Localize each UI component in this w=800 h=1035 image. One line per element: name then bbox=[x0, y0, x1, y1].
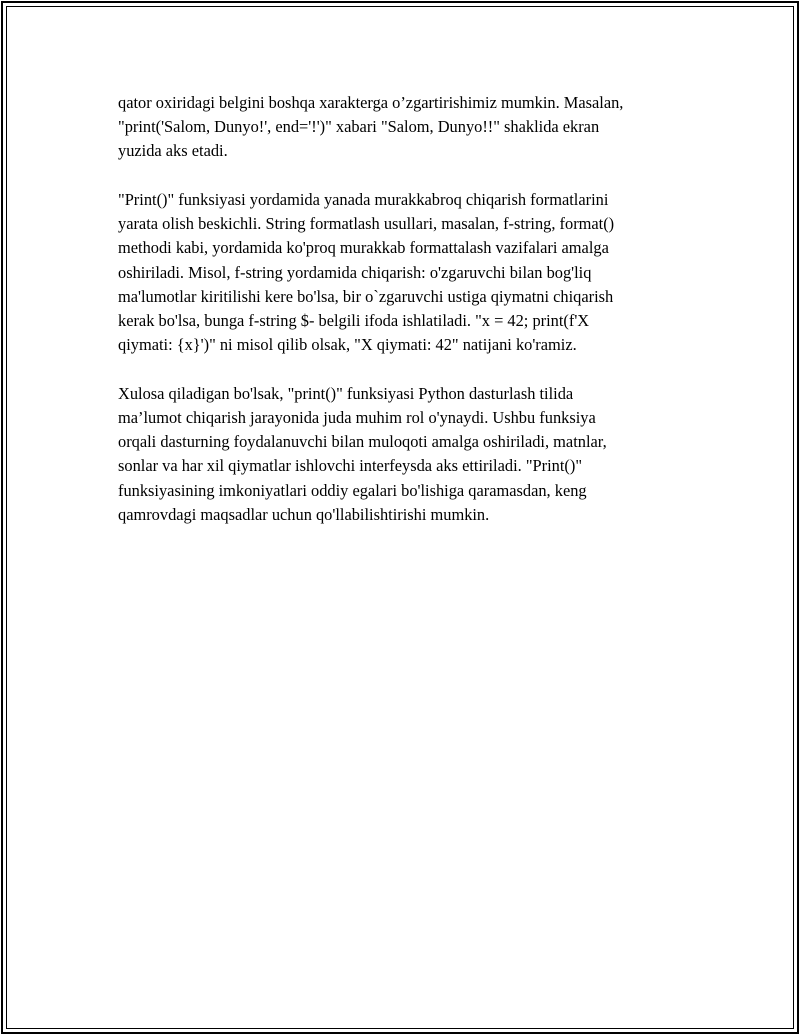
paragraph-conclusion: Xulosa qiladigan bo'lsak, "print()" funksiyasi Python dasturlash tilida ma’lumot chiqarish jarayonida juda muhim rol o'ynaydi. Ushbu funksiya orqali dasturning foydalanuvchi bilan muloqoti amalga oshiriladi, matnlar, sonlar va har xil qiymatlar ishlovchi interfeysda aks ettiriladi. "Print()" funksiyasining imkoniyatlari oddiy egalari bo'lishiga qaramasdan, keng qamrovdagi maqsadlar uchun qo'llabilishtirishi mumkin. bbox=[118, 383, 607, 524]
paragraph-formatting: "Print()" funksiyasi yordamida yanada murakkabroq chiqarish formatlarini yarata olish beskichli. String formatlash usullari, masalan, f-string, format() methodi kabi, yordamida ko'proq murakkab formattalash vazifalari amalga oshiriladi. Misol, f-string yordamida chiqarish: o'zgaruvchi bilan bog'liq ma'lumotlar kiritilishi kere bo'lsa, bir o`zgaruvchi ustiga qiymatni chiqarish kerak bo'lsa, bunga f-string $- belgili ifoda ishlatiladi. "x = 42; print(f'X qiymati: {x}')" ni misol qilib olsak, "X qiymati: 42" natijani ko'ramiz. bbox=[118, 190, 615, 355]
paragraph-end-parameter: qator oxiridagi belgini boshqa xarakterga o’zgartirishimiz mumkin. Masalan, "print('Salom, Dunyo!', end='!')" xabari "Salom, Dunyo!!" shaklida ekran yuzida aks etadi. bbox=[118, 93, 624, 161]
document-body bbox=[118, 91, 690, 551]
